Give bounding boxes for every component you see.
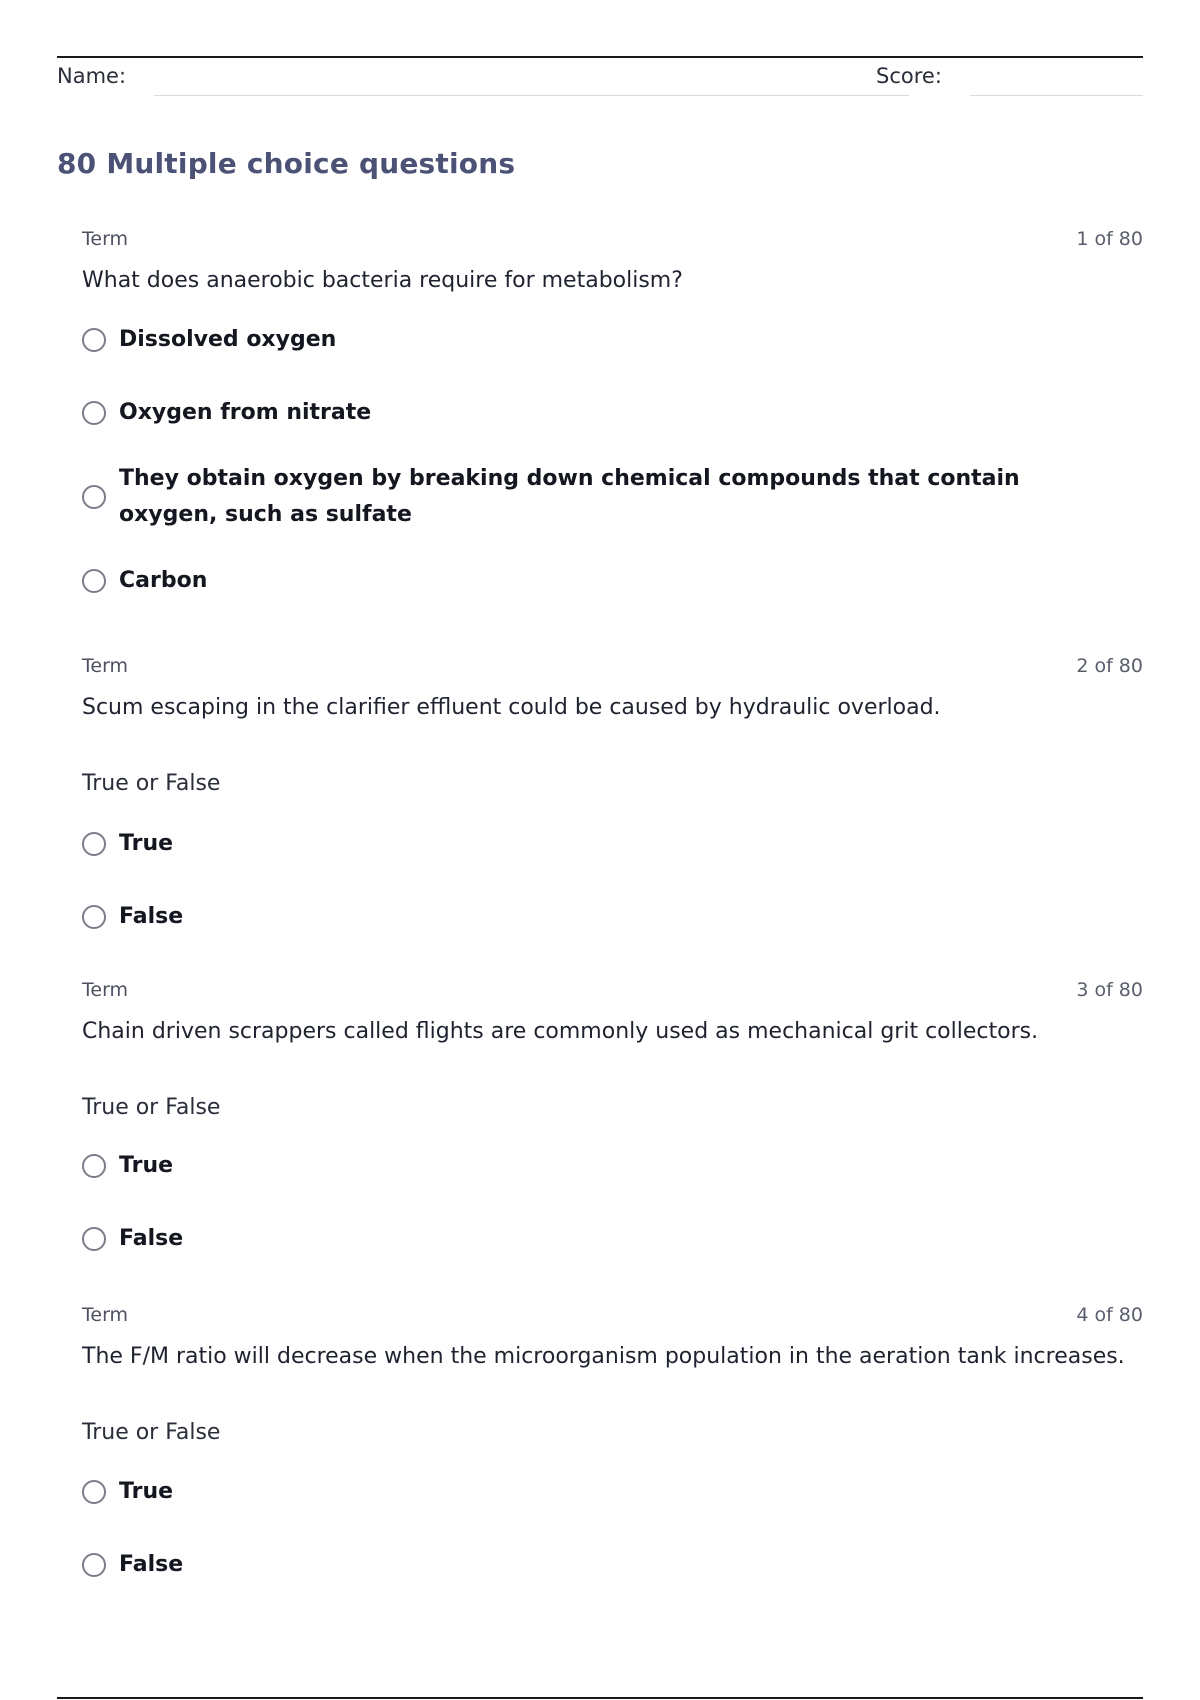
true-false-label: True or False bbox=[82, 1420, 221, 1445]
question-counter: 1 of 80 bbox=[1076, 228, 1143, 250]
radio-icon[interactable] bbox=[82, 832, 106, 856]
score-label: Score: bbox=[876, 64, 942, 88]
answer-option-true[interactable] bbox=[82, 1474, 1143, 1510]
option-label: True bbox=[119, 831, 174, 856]
question-prompt: Scum escaping in the clarifier effluent could be caused by hydraulic overload. bbox=[82, 695, 941, 720]
answer-option[interactable] bbox=[82, 395, 1143, 431]
question-card bbox=[82, 655, 1143, 935]
option-label: False bbox=[119, 1226, 184, 1251]
question-meta bbox=[82, 655, 1143, 683]
question-meta bbox=[82, 979, 1143, 1007]
radio-icon[interactable] bbox=[82, 1480, 106, 1504]
question-prompt: What does anaerobic bacteria require for metabolism? bbox=[82, 268, 683, 293]
question-meta bbox=[82, 228, 1143, 256]
radio-icon[interactable] bbox=[82, 485, 106, 509]
question-meta bbox=[82, 1304, 1143, 1332]
question-card bbox=[82, 228, 1143, 599]
worksheet-header bbox=[57, 62, 1143, 98]
radio-icon[interactable] bbox=[82, 569, 106, 593]
question-prompt: The F/M ratio will decrease when the microorganism population in the aeration tank increases. bbox=[82, 1344, 1125, 1369]
question-counter: 3 of 80 bbox=[1076, 979, 1143, 1001]
true-false-label: True or False bbox=[82, 771, 221, 796]
answer-option-false[interactable] bbox=[82, 899, 1143, 935]
radio-icon[interactable] bbox=[82, 328, 106, 352]
question-card bbox=[82, 979, 1143, 1257]
top-rule bbox=[57, 56, 1143, 58]
bottom-rule bbox=[57, 1697, 1143, 1699]
radio-icon[interactable] bbox=[82, 1227, 106, 1251]
answer-option[interactable] bbox=[82, 322, 1143, 358]
option-label: False bbox=[119, 904, 184, 929]
name-field[interactable] bbox=[154, 95, 909, 96]
answer-option-true[interactable] bbox=[82, 1148, 1143, 1184]
option-label: Oxygen from nitrate bbox=[119, 400, 372, 425]
radio-icon[interactable] bbox=[82, 905, 106, 929]
option-label: True bbox=[119, 1153, 174, 1178]
answer-option-true[interactable] bbox=[82, 826, 1143, 862]
term-label: Term bbox=[82, 979, 129, 1001]
term-label: Term bbox=[82, 228, 129, 250]
section-title: 80 Multiple choice questions bbox=[57, 147, 516, 180]
question-card bbox=[82, 1304, 1143, 1583]
radio-icon[interactable] bbox=[82, 1553, 106, 1577]
answer-options bbox=[82, 322, 1143, 599]
option-label: Dissolved oxygen bbox=[119, 327, 337, 352]
answer-options bbox=[82, 826, 1143, 935]
answer-option-false[interactable] bbox=[82, 1221, 1143, 1257]
answer-option[interactable] bbox=[82, 461, 1143, 533]
option-label: False bbox=[119, 1552, 184, 1577]
option-label: Carbon bbox=[119, 568, 208, 593]
option-label: True bbox=[119, 1479, 174, 1504]
answer-option[interactable] bbox=[82, 563, 1143, 599]
term-label: Term bbox=[82, 1304, 129, 1326]
option-label: They obtain oxygen by breaking down chemical compounds that contain oxygen, such as sulfate bbox=[119, 466, 1020, 527]
score-field[interactable] bbox=[970, 95, 1143, 96]
true-false-label: True or False bbox=[82, 1095, 221, 1120]
term-label: Term bbox=[82, 655, 129, 677]
question-prompt: Chain driven scrappers called flights are commonly used as mechanical grit collectors. bbox=[82, 1019, 1039, 1044]
answer-option-false[interactable] bbox=[82, 1547, 1143, 1583]
question-counter: 4 of 80 bbox=[1076, 1304, 1143, 1326]
radio-icon[interactable] bbox=[82, 1154, 106, 1178]
answer-options bbox=[82, 1148, 1143, 1257]
answer-options bbox=[82, 1474, 1143, 1583]
question-counter: 2 of 80 bbox=[1076, 655, 1143, 677]
name-label: Name: bbox=[57, 64, 127, 88]
radio-icon[interactable] bbox=[82, 401, 106, 425]
